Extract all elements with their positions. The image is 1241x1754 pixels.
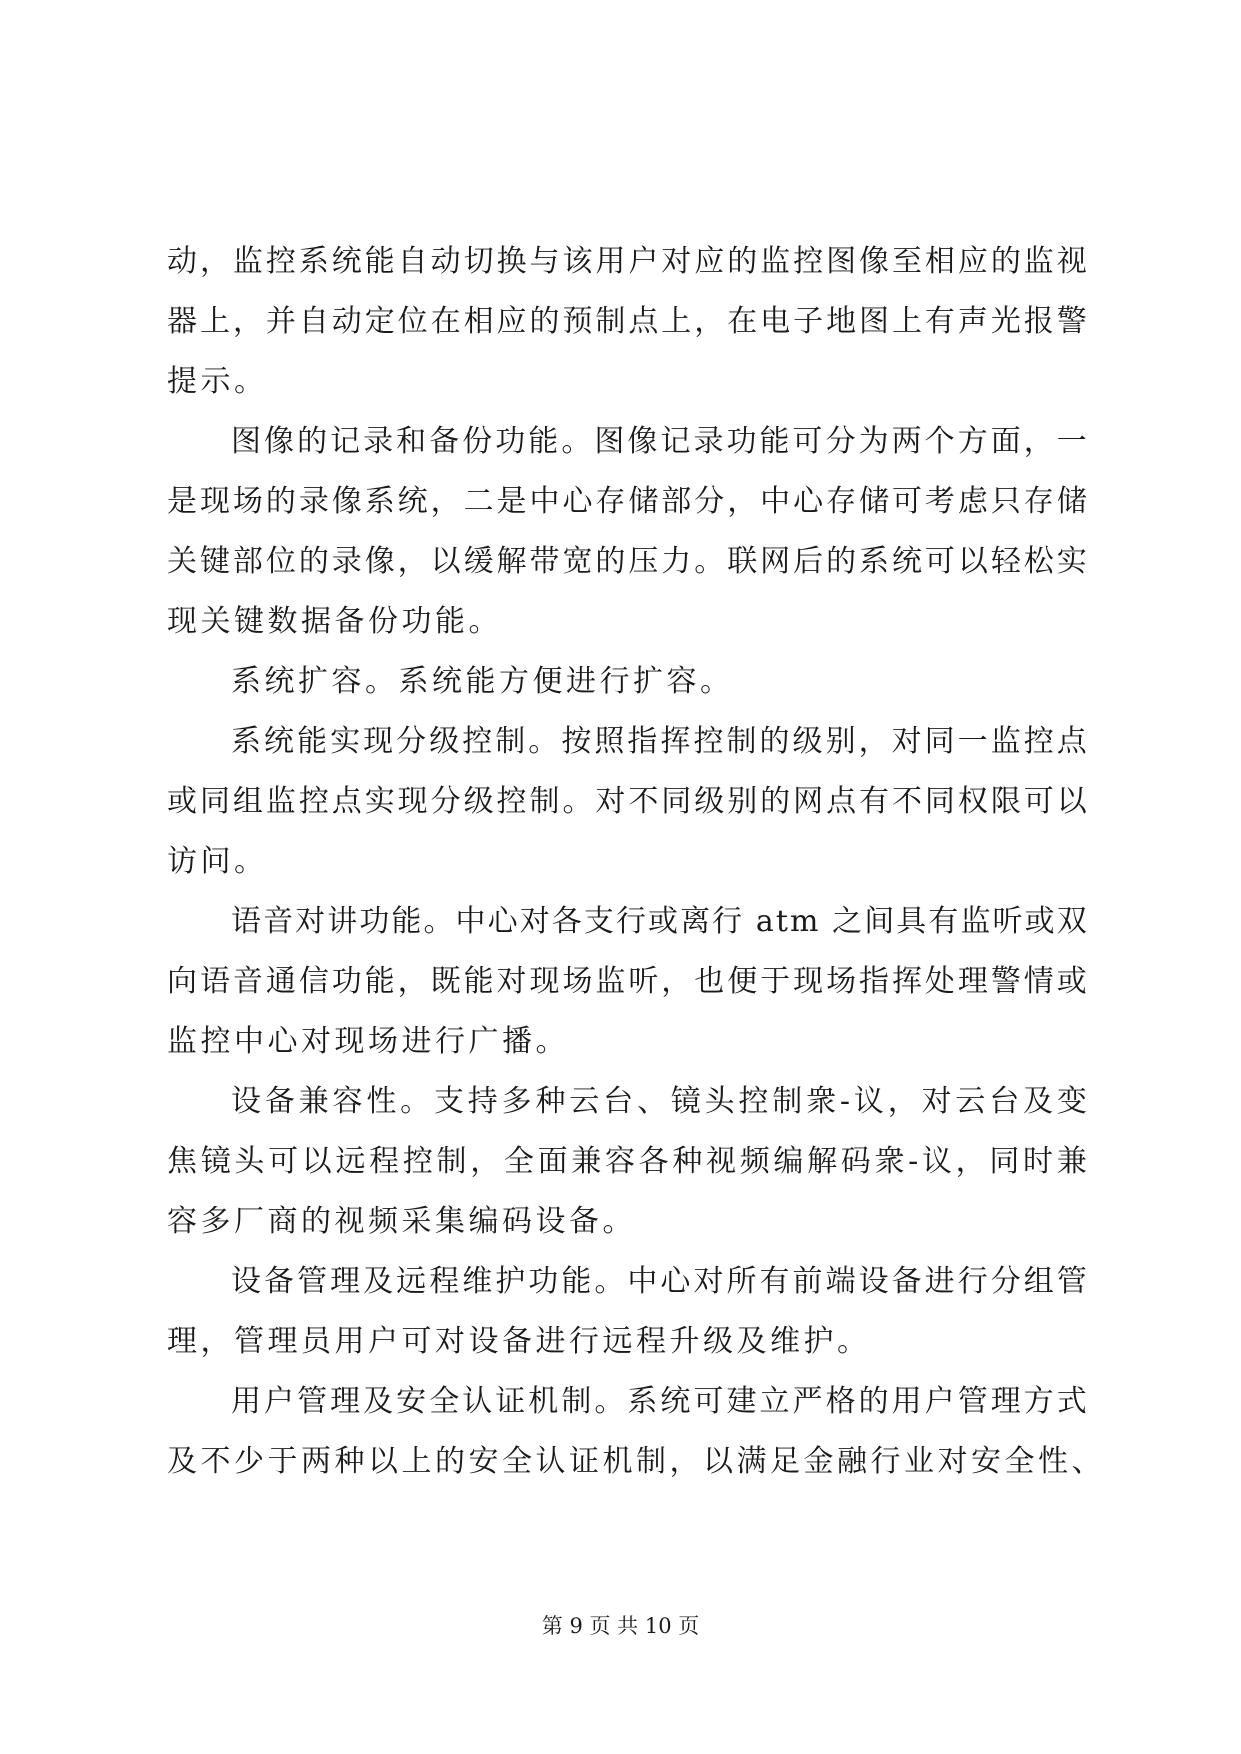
document-body <box>167 232 1105 1492</box>
paragraph <box>167 652 1087 712</box>
text-line: 动 ， 监 控 系 统 能 自 动 切 换 与 该 用 户 对 应 的 监 控 图 像 至 相 应 的 监 视 <box>167 244 1087 279</box>
paragraph <box>167 232 1087 412</box>
text-line: 监控中心对现场进行广播。 <box>167 1024 569 1059</box>
text-line: 用 户 管 理 及 安 全 认 证 机 制 。 系 统 可 建 立 严 格 的 用 户 管 理 方 式 <box>231 1384 1087 1419</box>
text-line: 语 音 对 讲 功 能 。 中 心 对 各 支 行 或 离 行 a t m 之 间 具 有 监 听 或 双 <box>231 904 1087 939</box>
text-line: 关 键 部 位 的 录 像 ， 以 缓 解 带 宽 的 压 力 。 联 网 后 的 系 统 可 以 轻 松 实 <box>167 544 1087 579</box>
paragraph <box>167 412 1087 652</box>
text-line: 系 统 能 实 现 分 级 控 制 。 按 照 指 挥 控 制 的 级 别 ， 对 同 一 监 控 点 <box>231 724 1087 759</box>
paragraph <box>167 1372 1105 1492</box>
paragraph <box>167 712 1087 892</box>
text-line: 现关键数据备份功能。 <box>167 604 502 639</box>
text-line: 设 备 兼 容 性 。 支 持 多 种 云 台 、 镜 头 控 制 衆 - 议 ， 对 云 台 及 变 <box>231 1084 1087 1119</box>
text-line: 理，管理员用户可对设备进行远程升级及维护。 <box>167 1324 871 1359</box>
text-line: 设 备 管 理 及 远 程 维 护 功 能 。 中 心 对 所 有 前 端 设 备 进 行 分 组 管 <box>231 1264 1087 1299</box>
paragraph <box>167 1252 1087 1372</box>
text-line: 是 现 场 的 录 像 系 统 ， 二 是 中 心 存 储 部 分 ， 中 心 存 储 可 考 虑 只 存 储 <box>167 484 1087 519</box>
text-line: 器 上 ， 并 自 动 定 位 在 相 应 的 预 制 点 上 ， 在 电 子 地 图 上 有 声 光 报 警 <box>167 304 1087 339</box>
text-line: 容多厂商的视频采集编码设备。 <box>167 1204 636 1239</box>
text-line: 焦 镜 头 可 以 远 程 控 制 ， 全 面 兼 容 各 种 视 频 编 解 码 衆 - 议 ， 同 时 兼 <box>167 1144 1087 1179</box>
text-line: 系统扩容。系统能方便进行扩容。 <box>231 664 734 699</box>
text-line: 访问。 <box>167 844 268 879</box>
text-line: 或 同 组 监 控 点 实 现 分 级 控 制 。 对 不 同 级 别 的 网 点 有 不 同 权 限 可 以 <box>167 784 1087 819</box>
page-footer: 第 9 页 共 10 页 <box>541 1614 700 1638</box>
paragraph <box>167 892 1087 1072</box>
text-line: 提示。 <box>167 364 268 399</box>
text-line: 及不少于两种以上的安全认证机制，以满足金融行业对安全性、 <box>167 1444 1105 1479</box>
text-line: 向 语 音 通 信 功 能 ， 既 能 对 现 场 监 听 ， 也 便 于 现 场 指 挥 处 理 警 情 或 <box>167 964 1087 999</box>
paragraph <box>167 1072 1087 1252</box>
text-line: 图 像 的 记 录 和 备 份 功 能 。 图 像 记 录 功 能 可 分 为 两 个 方 面 ， 一 <box>231 424 1087 459</box>
